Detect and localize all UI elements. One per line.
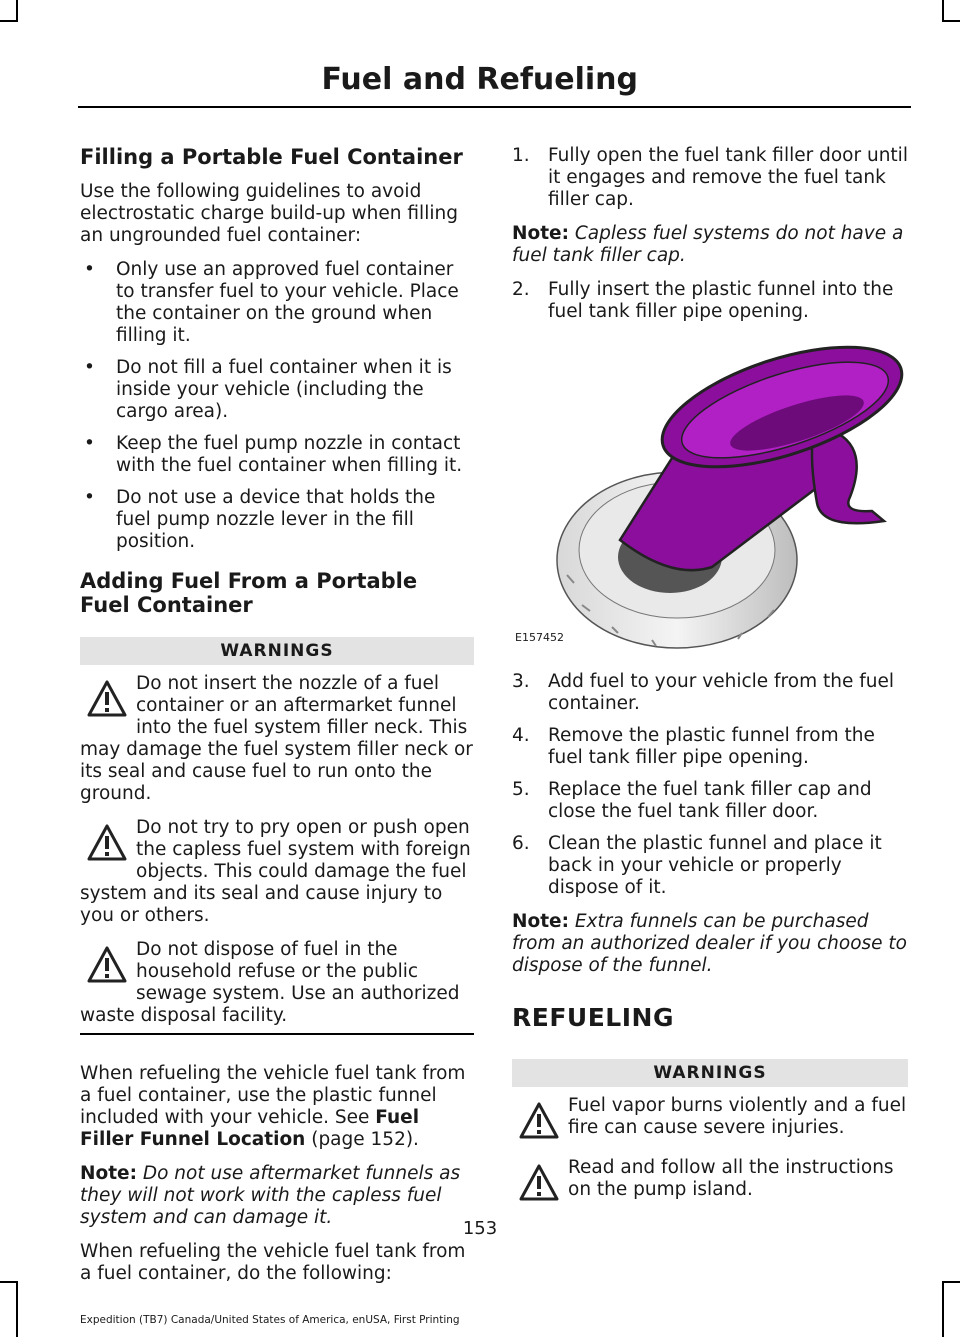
- warning-block: Fuel vapor burns violently and a fuel fire can cause severe injuries.: [512, 1095, 908, 1145]
- page-number: 153: [462, 1218, 498, 1239]
- guidelines-list: [80, 259, 474, 553]
- funnel-paragraph: When refueling the vehicle fuel tank from a fuel container, use the plastic funnel included with your vehicle. See Fuel Filler Funnel Location (page 152).: [80, 1063, 466, 1150]
- warning-triangle-icon: [86, 823, 128, 863]
- page-header-title: Fuel and Refueling: [321, 62, 638, 97]
- warning-triangle-icon: [86, 945, 128, 985]
- warnings-header: WARNINGS: [512, 1059, 908, 1087]
- right-column: [512, 145, 908, 1219]
- warnings-header: WARNINGS: [80, 637, 474, 665]
- funnel-illustration: [512, 335, 906, 653]
- list-item: 2. Fully insert the plastic funnel into the fuel tank filler pipe opening.: [512, 279, 894, 322]
- crop-mark: [942, 1281, 960, 1283]
- note-paragraph: Note: Capless fuel systems do not have a fuel tank filler cap.: [512, 223, 904, 266]
- page-footer: Expedition (TB7) Canada/United States of America, enUSA, First Printing: [80, 1314, 460, 1326]
- list-item: 6. Clean the plastic funnel and place it back in your vehicle or properly dispose of it.: [512, 833, 882, 898]
- section-heading-refueling: REFUELING: [512, 1003, 674, 1032]
- final-paragraph: When refueling the vehicle fuel tank from a fuel container, do the following:: [80, 1241, 466, 1284]
- list-item: • Do not use a device that holds the fuel pump nozzle lever in the fill position.: [84, 487, 436, 552]
- steps-list-a: [512, 145, 908, 211]
- warning-triangle-icon: [518, 1101, 560, 1141]
- intro-paragraph: Use the following guidelines to avoid electrostatic charge build-up when filling an ungrounded fuel container:: [80, 181, 458, 246]
- left-column: [80, 145, 474, 1297]
- section-rule: [80, 1033, 474, 1035]
- warning-block: Do not try to pry open or push open the capless fuel system with foreign objects. This could damage the fuel system and its seal and cause injury to you or others.: [80, 817, 471, 926]
- note-paragraph: Note: Extra funnels can be purchased from an authorized dealer if you choose to dispose of the funnel.: [512, 911, 907, 976]
- warning-block: Do not insert the nozzle of a fuel container or an aftermarket funnel into the fuel system filler neck. This may damage the fuel system filler neck or its seal and cause fuel to run onto the ground.: [80, 673, 473, 804]
- warning-block: Read and follow all the instructions on the pump island.: [512, 1157, 908, 1207]
- section-heading-adding: Adding Fuel From a Portable Fuel Container: [80, 569, 418, 617]
- crop-mark: [942, 1281, 944, 1337]
- section-heading-filling: Filling a Portable Fuel Container: [80, 145, 463, 169]
- steps-list-c: [512, 671, 908, 899]
- crop-mark: [0, 20, 18, 22]
- list-item: • Only use an approved fuel container to transfer fuel to your vehicle. Place the container on the ground when filling it.: [84, 259, 459, 346]
- crop-mark: [0, 1281, 18, 1283]
- crop-mark: [942, 20, 960, 22]
- funnel-in-filler-icon: [512, 335, 906, 653]
- warning-triangle-icon: [86, 679, 128, 719]
- list-item: • Keep the fuel pump nozzle in contact with the fuel container when filling it.: [84, 433, 463, 476]
- list-item: 4. Remove the plastic funnel from the fuel tank filler pipe opening.: [512, 725, 875, 768]
- crop-mark: [16, 0, 18, 22]
- list-item: 3. Add fuel to your vehicle from the fuel container.: [512, 671, 894, 714]
- warning-block: Do not dispose of fuel in the household refuse or the public sewage system. Use an authorized waste disposal facility.: [80, 939, 460, 1026]
- figure-id: E157452: [515, 631, 564, 644]
- list-item: • Do not fill a fuel container when it is inside your vehicle (including the cargo area).: [84, 357, 452, 422]
- cross-reference-link[interactable]: Fuel Filler Funnel Location: [80, 1107, 420, 1150]
- crop-mark: [942, 0, 944, 22]
- list-item: 5. Replace the fuel tank filler cap and close the fuel tank filler door.: [512, 779, 872, 822]
- crop-mark: [16, 1281, 18, 1337]
- header-rule: [78, 106, 911, 108]
- list-item: 1. Fully open the fuel tank filler door until it engages and remove the fuel tank filler cap.: [512, 145, 908, 210]
- note-paragraph: Note: Do not use aftermarket funnels as they will not work with the capless fuel system and can damage it.: [80, 1163, 461, 1228]
- warning-triangle-icon: [518, 1163, 560, 1203]
- steps-list-b: [512, 279, 908, 323]
